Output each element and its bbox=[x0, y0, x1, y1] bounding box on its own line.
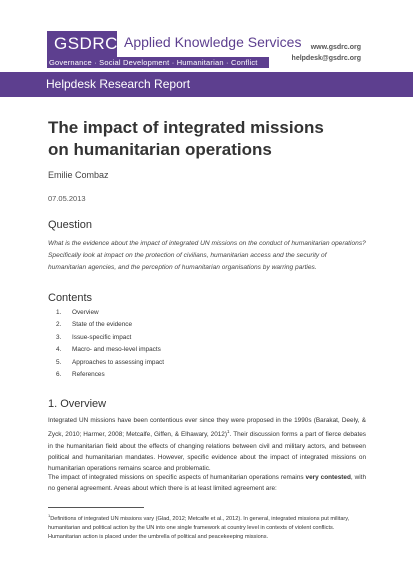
report-date: 07.05.2013 bbox=[48, 194, 86, 203]
table-of-contents bbox=[56, 309, 256, 383]
toc-item[interactable]: 1. Overview bbox=[56, 309, 99, 316]
logo-name: Applied Knowledge Services bbox=[124, 34, 302, 50]
logo-tagline: Governance · Social Development · Humanitarian · Conflict bbox=[47, 57, 269, 68]
toc-item[interactable]: 6. References bbox=[56, 370, 105, 378]
toc-item[interactable]: 2. State of the evidence bbox=[56, 321, 133, 329]
toc-item[interactable]: 5. Approaches to assessing impact bbox=[56, 358, 165, 366]
contents-heading: Contents bbox=[48, 292, 93, 304]
overview-heading: 1. Overview bbox=[48, 398, 107, 410]
question-text: What is the evidence about the impact of integrated UN missions on the conduct of humanitarian operations? Specifically look at impact on the protection of civilians, humanitarian access and the security of humanitarian agencies, and the perception of humanitarian organisations by warring parties. bbox=[48, 240, 366, 271]
author: Emilie Combaz bbox=[48, 170, 109, 180]
report-type-label: Helpdesk Research Report bbox=[46, 77, 191, 91]
website-link[interactable]: www.gsdrc.org bbox=[310, 44, 361, 51]
email-link[interactable]: helpdesk@gsdrc.org bbox=[291, 55, 361, 62]
title-line-2: on humanitarian operations bbox=[48, 140, 272, 159]
toc-item[interactable]: 3. Issue-specific impact bbox=[56, 333, 132, 341]
question-heading: Question bbox=[48, 219, 93, 231]
toc-item[interactable]: 4. Macro- and meso-level impacts bbox=[56, 346, 161, 354]
footnote-divider bbox=[48, 507, 144, 508]
logo-acronym: GSDRC bbox=[54, 34, 118, 53]
page-title bbox=[48, 117, 348, 161]
title-line-1: The impact of integrated missions bbox=[48, 118, 324, 137]
emphasis-very-contested: very contested bbox=[305, 474, 351, 481]
overview-paragraph-1: Integrated UN missions have been contentious ever since they were proposed in the 1990s (Barakat, Deely, & Zyck, 2010; Harmer, 2008; Metcalfe, Giffen, & Elhawary, 2012)$^1$. Their discussion forms a part of fierce debates in the humanitarian field about the effects of changing relations between civil and military actors, and between political and humanitarian mandates. However, specific evidence about the impact of integrated missions on humanitarian operations remains scarce and problematic. bbox=[48, 417, 366, 472]
overview-paragraph-2: The impact of integrated missions on specific aspects of humanitarian operations remains very contested, with no general agreement. Areas about which there is at least limited agreement are: bbox=[48, 474, 366, 493]
footnote-ref[interactable]: 1 bbox=[227, 429, 230, 435]
footnote: $^1$Definitions of integrated UN missions vary (Glad, 2012; Metcalfe et al., 2012). In general, integrated missions put military, humanitarian and political action by the UN into one single framework at country level in contexts of violent conflicts. Humanitarian action is placed under the umbrella of political and peacekeeping missions. bbox=[48, 513, 350, 540]
